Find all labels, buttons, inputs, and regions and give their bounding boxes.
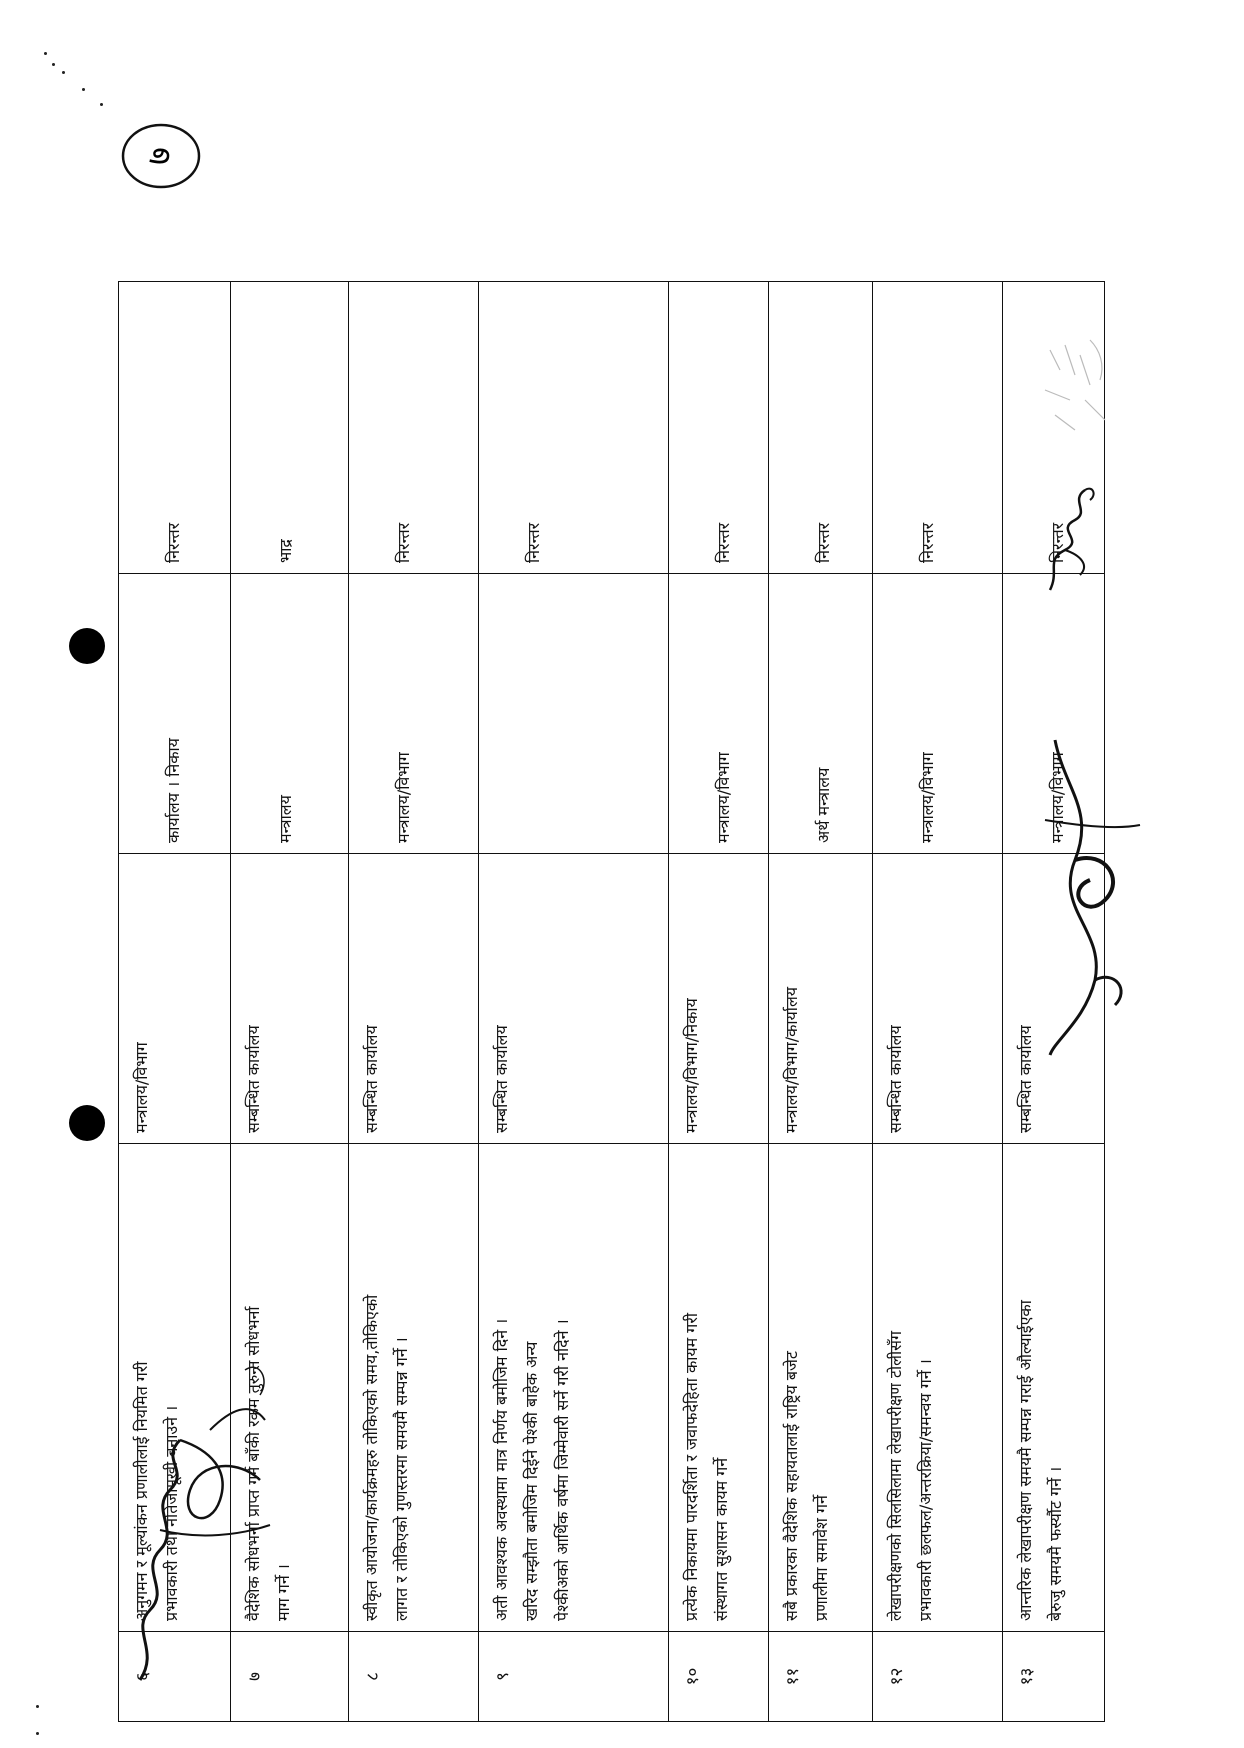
activity-line: संस्थागत सुशासन कायम गर्ने bbox=[712, 1457, 732, 1621]
support-agency-cell: मन्त्रालय/विभाग bbox=[1003, 574, 1105, 854]
activity-line: अती आवश्यक अवस्थामा मात्र निर्णय बमोजिम दिने । bbox=[492, 1318, 511, 1621]
lead-agency-cell: मन्त्रालय/विभाग/कार्यालय bbox=[769, 854, 873, 1144]
support-agency-cell: मन्त्रालय/विभाग bbox=[669, 574, 769, 854]
lead-agency-cell: मन्त्रालय/विभाग bbox=[119, 854, 231, 1144]
row-number: १२ bbox=[873, 1632, 1003, 1722]
table-row bbox=[769, 282, 873, 1722]
page-number-circle bbox=[118, 118, 204, 194]
signature-middle bbox=[1035, 730, 1145, 1060]
scan-speck bbox=[52, 63, 55, 66]
activity-cell bbox=[873, 1144, 1003, 1632]
activity-line: आन्तरिक लेखापरीक्षण समयमै सम्पन्न गराई औल्याईएका bbox=[1016, 1300, 1035, 1621]
row-number: ११ bbox=[769, 1632, 873, 1722]
activity-cell bbox=[669, 1144, 769, 1632]
scan-speck bbox=[82, 88, 85, 91]
timeline-cell: निरन्तर bbox=[119, 282, 231, 574]
timeline-cell: निरन्तर bbox=[479, 282, 669, 574]
activity-line: लागत र तोकिएको गुणस्तरमा समयमै सम्पन्न गर्ने । bbox=[392, 1337, 412, 1621]
page-number: ७ bbox=[139, 147, 180, 165]
timeline-cell: निरन्तर bbox=[873, 282, 1003, 574]
lead-agency-cell: मन्त्रालय/विभाग/निकाय bbox=[669, 854, 769, 1144]
support-agency-cell: मन्त्रालय/विभाग bbox=[873, 574, 1003, 854]
support-agency-cell: कार्यालय । निकाय bbox=[119, 574, 231, 854]
scan-speck bbox=[100, 103, 103, 106]
activity-cell bbox=[349, 1144, 479, 1632]
table-row bbox=[669, 282, 769, 1722]
activity-line: बेरुजु समयमै फर्स्यौट गर्ने । bbox=[1046, 1466, 1066, 1621]
timeline-cell: निरन्तर bbox=[669, 282, 769, 574]
activity-line: प्रणालीमा समावेश गर्ने bbox=[812, 1495, 832, 1621]
activity-line: लेखापरीक्षणको सिलसिलामा लेखापरीक्षण टोलीसँग bbox=[886, 1331, 905, 1621]
activity-cell bbox=[769, 1144, 873, 1632]
scan-speck bbox=[62, 71, 65, 74]
support-agency-cell bbox=[479, 574, 669, 854]
table-row bbox=[479, 282, 669, 1722]
activity-line: वैदेशिक सोधभर्ना प्राप्त गर्न बाँकी रकम तुरुन्त सोधभर्ना bbox=[244, 1306, 263, 1621]
timeline-cell: भाद्र bbox=[231, 282, 349, 574]
row-number: १० bbox=[669, 1632, 769, 1722]
row-number: ८ bbox=[349, 1632, 479, 1722]
scan-speck bbox=[44, 52, 47, 55]
row-number: ६ bbox=[119, 1632, 231, 1722]
scan-speck bbox=[36, 1732, 39, 1735]
signature-left bbox=[120, 1310, 280, 1690]
activity-line: पेश्कीअको आर्थिक वर्षमा जिम्मेवारी सर्ने गरी नदिने । bbox=[552, 1319, 572, 1621]
lead-agency-cell: सम्बन्धित कार्यालय bbox=[479, 854, 669, 1144]
support-agency-cell: मन्त्रालय/विभाग bbox=[349, 574, 479, 854]
activity-line: प्रत्येक निकायमा पारदर्शिता र जवाफदेहिता कायम गरी bbox=[682, 1312, 701, 1621]
timeline-cell: निरन्तर bbox=[1003, 282, 1105, 574]
activity-line: खरिद सम्झौता बमोजिम दिईने पेश्की बाहेक अन्य bbox=[522, 1341, 542, 1621]
faint-stamp bbox=[1030, 330, 1120, 440]
support-agency-cell: मन्त्रालय bbox=[231, 574, 349, 854]
signature-initials bbox=[1035, 470, 1105, 600]
lead-agency-cell: सम्बन्धित कार्यालय bbox=[873, 854, 1003, 1144]
punch-hole bbox=[69, 1105, 105, 1141]
activity-line: माग गर्ने । bbox=[274, 1564, 294, 1621]
row-number: ७ bbox=[231, 1632, 349, 1722]
scan-speck bbox=[36, 1705, 39, 1708]
activity-line: प्रभावकारी छलफल/अन्तरक्रिया/समन्वय गर्ने । bbox=[916, 1359, 936, 1621]
table-row bbox=[349, 282, 479, 1722]
timeline-cell: निरन्तर bbox=[349, 282, 479, 574]
activity-line: सबै प्रकारका वैदेशिक सहायतालाई राष्ट्रिय बजेट bbox=[782, 1351, 801, 1621]
activity-line: स्वीकृत आयोजना/कार्यक्रमहरु तोकिएको समय,तोकिएको bbox=[362, 1294, 381, 1621]
activity-cell bbox=[1003, 1144, 1105, 1632]
activity-line: प्रभावकारी तथा नतिजामूखी बनाउने । bbox=[162, 1405, 182, 1621]
lead-agency-cell: सम्बन्धित कार्यालय bbox=[1003, 854, 1105, 1144]
punch-hole bbox=[69, 628, 105, 664]
lead-agency-cell: सम्बन्धित कार्यालय bbox=[231, 854, 349, 1144]
activity-line: अनुगमन र मूल्यांकन प्रणालीलाई नियमित गरी bbox=[132, 1361, 151, 1621]
table-row bbox=[873, 282, 1003, 1722]
activity-cell bbox=[479, 1144, 669, 1632]
lead-agency-cell: सम्बन्धित कार्यालय bbox=[349, 854, 479, 1144]
row-number: १३ bbox=[1003, 1632, 1105, 1722]
timeline-cell: निरन्तर bbox=[769, 282, 873, 574]
support-agency-cell: अर्थ मन्त्रालय bbox=[769, 574, 873, 854]
row-number: ९ bbox=[479, 1632, 669, 1722]
